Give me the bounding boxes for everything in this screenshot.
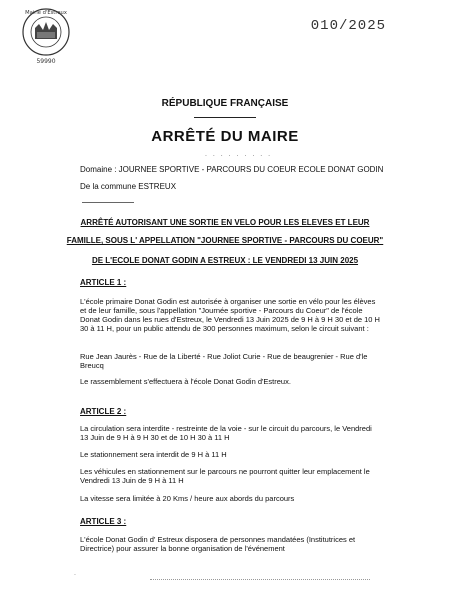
article-1-paragraph-1: L'école primaire Donat Godin est autorisée à organiser une sortie en vélo pour les élèves et de leur famille, sous l'appellation "Journée sportive - Parcours du Coeur" de l'école Donat Godin dans les rues d'Estreux, le Vendredi 13 Juin 2025 de 9 H à 9 H 30 et de 10 H 30 à 11 H, pour un public attendu de 300 personnes maximum, selon le circuit suivant : [80, 297, 380, 333]
article-1-paragraph-3: Le rassemblement s'effectuera à l'école Donat Godin d'Estreux. [80, 377, 291, 386]
decree-title: ARRÊTÉ DU MAIRE [151, 128, 299, 145]
article-2-paragraph-1: La circulation sera interdite - restreinte de la voie - sur le circuit du parcours, le Vendredi 13 Juin de 9 H à 9 H 30 et de 10 H 30 à 11 H [80, 424, 372, 442]
mairie-seal-stamp [20, 6, 72, 66]
dotted-separator: . . . . . . . . . [205, 151, 273, 158]
commune-line: De la commune ESTREUX [80, 182, 177, 191]
article-1-heading: ARTICLE 1 : [80, 278, 127, 287]
headline-line-3: DE L'ECOLE DONAT GODIN A ESTREUX : LE VENDREDI 13 JUIN 2025 [91, 256, 359, 265]
decree-reference-number: 010/2025 [310, 18, 386, 34]
article-3-paragraph-1: L'école Donat Godin d' Estreux disposera de personnes mandatées (Institutrices et Directrice) pour assurer la bonne organisation de l'événement [80, 535, 356, 553]
headline-line-1: ARRÊTÉ AUTORISANT UNE SORTIE EN VELO POUR LES ELEVES ET LEUR [80, 218, 370, 227]
republique-header: RÉPUBLIQUE FRANÇAISE [161, 98, 289, 109]
article-2-paragraph-3: Les véhicules en stationnement sur le parcours ne pourront quitter leur emplacement le Vendredi 13 Juin de 9 H à 11 H [80, 467, 370, 485]
article-3-heading: ARTICLE 3 : [80, 517, 127, 526]
page-mark: . [74, 570, 76, 577]
svg-text:Mairie d'Estreux: Mairie d'Estreux [25, 10, 67, 16]
headline-line-2: FAMILLE, SOUS L' APPELLATION "JOURNEE SPORTIVE - PARCOURS DU COEUR" [66, 236, 384, 245]
short-divider [82, 202, 134, 203]
article-2-heading: ARTICLE 2 : [80, 407, 127, 416]
footer-dotted-line [150, 579, 370, 582]
svg-text:59990: 59990 [36, 58, 56, 65]
domain-line: Domaine : JOURNEE SPORTIVE - PARCOURS DU COEUR ECOLE DONAT GODIN [80, 165, 384, 174]
article-1-paragraph-2: Rue Jean Jaurès - Rue de la Liberté - Rue Joliot Curie - Rue de beaugrenier - Rue d'le Breucq [80, 352, 368, 370]
article-2-paragraph-4: La vitesse sera limitée à 20 Kms / heure aux abords du parcours [80, 494, 295, 503]
article-2-paragraph-2: Le stationnement sera interdit de 9 H à 11 H [80, 450, 227, 459]
header-divider [194, 117, 256, 118]
